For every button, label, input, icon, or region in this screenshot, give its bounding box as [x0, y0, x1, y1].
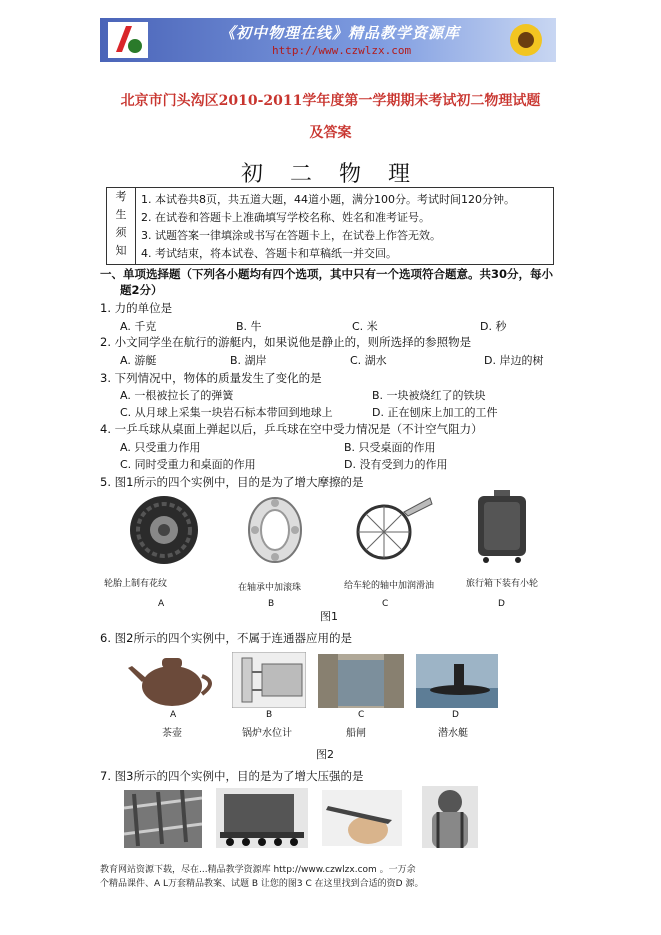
banner-title: 《初中物理在线》精品教学资源库 — [220, 24, 461, 42]
backpack-image — [422, 786, 478, 848]
option-a: A. 千克 — [120, 320, 157, 333]
sunflower-icon — [496, 20, 554, 60]
subject-heading: 初 二 物 理 — [241, 162, 420, 187]
option-c: C. 米 — [352, 320, 378, 333]
document-title: 北京市门头沟区2010-2011学年度第一学期期末考试初二物理试题 — [120, 93, 541, 109]
figure-caption: 船闸 — [346, 728, 366, 739]
figure-caption: 潜水艇 — [438, 728, 468, 739]
question-stem: 7. 图3所示的四个实例中，目的是为了增大压强的是 — [100, 769, 364, 783]
question-stem: 6. 图2所示的四个实例中，不属于连通器应用的是 — [100, 631, 352, 645]
option-d: D. 没有受到力的作用 — [344, 458, 448, 471]
figure-letter: C — [358, 710, 365, 720]
footer-text: 教育网站资源下载，尽在...精品教学资源库 http://www.czwlzx.com 。一万余 — [100, 865, 416, 875]
figure-label: 图1 — [320, 610, 338, 623]
question-stem: 3. 下列情况中，物体的质量发生了变化的是 — [100, 371, 322, 385]
figure-caption: 轮胎上制有花纹 — [104, 579, 168, 589]
logo-icon — [108, 22, 148, 58]
figure-caption: 旅行箱下装有小轮 — [466, 579, 539, 589]
tire-image — [128, 494, 200, 566]
ball-bearing-image — [246, 494, 304, 566]
figure-letter: C — [382, 599, 389, 609]
notice-item: 1. 本试卷共8页，共五道大题，44道小题，满分100分。考试时间120分钟。 — [141, 193, 515, 206]
figure-letter: B — [268, 599, 275, 609]
figure-letter: A — [158, 599, 165, 609]
option-c: C. 从月球上采集一块岩石标本带回到地球上 — [120, 406, 333, 419]
figure-caption: 锅炉水位计 — [242, 728, 292, 739]
figure-caption: 茶壶 — [162, 728, 182, 739]
option-c: C. 同时受重力和桌面的作用 — [120, 458, 256, 471]
notice-heading: 考 生 须 知 — [107, 188, 136, 264]
header-banner — [100, 18, 556, 62]
ship-lock-image — [318, 654, 404, 708]
option-d: D. 秒 — [480, 320, 507, 333]
section-heading: 一、单项选择题（下列各小题均有四个选项，其中只有一个选项符合题意。共30分，每小 — [100, 267, 553, 281]
footer-text: 个精品课件、A L万套精品教案、试题 B 让您的图3 C 在这里找到合适的资D 源。 — [100, 879, 424, 889]
figure-letter: B — [266, 710, 273, 720]
banner-url[interactable]: http://www.czwlzx.com — [272, 44, 412, 57]
option-c: C. 湖水 — [350, 354, 387, 367]
figure-caption: 在轴承中加滚珠 — [238, 583, 302, 593]
heavy-truck-image — [216, 788, 308, 848]
notice-item: 3. 试题答案一律填涂或书写在答题卡上，在试卷上作答无效。 — [141, 229, 441, 242]
option-a: A. 游艇 — [120, 354, 157, 367]
teapot-image — [126, 652, 218, 708]
figure-label: 图2 — [316, 748, 334, 761]
figure-letter: A — [170, 710, 177, 720]
exam-notice-box — [106, 187, 554, 265]
notice-item: 2. 在试卷和答题卡上准确填写学校名称、姓名和准考证号。 — [141, 211, 430, 224]
document-title-cont: 及答案 — [309, 125, 352, 141]
figure-letter: D — [498, 599, 505, 609]
suitcase-image — [474, 490, 530, 564]
question-stem: 5. 图1所示的四个实例中，目的是为了增大摩擦的是 — [100, 475, 364, 489]
question-stem: 4. 一乒乓球从桌面上弹起以后，乒乓球在空中受力情况是（不计空气阻力） — [100, 422, 483, 436]
notice-items — [141, 191, 515, 263]
option-b: B. 牛 — [236, 320, 262, 333]
option-d: D. 岸边的树 — [484, 354, 544, 367]
figure-caption: 给车轮的轴中加润滑油 — [344, 581, 435, 591]
option-d: D. 正在刨床上加工的工件 — [372, 406, 498, 419]
option-a: A. 只受重力作用 — [120, 441, 201, 454]
figure-letter: D — [452, 710, 459, 720]
section-heading-cont: 题2分） — [120, 283, 163, 297]
notice-item: 4. 考试结束，将本试卷、答题卡和草稿纸一并交回。 — [141, 247, 397, 260]
knife-cutting-image — [322, 790, 402, 846]
option-b: B. 一块被烧红了的铁块 — [372, 389, 486, 402]
option-b: B. 湖岸 — [230, 354, 267, 367]
bicycle-wheel-oiling-image — [350, 494, 434, 560]
boiler-gauge-image — [232, 652, 306, 708]
option-b: B. 只受桌面的作用 — [344, 441, 436, 454]
submarine-image — [416, 654, 498, 708]
question-stem: 2. 小文同学坐在航行的游艇内，如果说他是静止的，则所选择的参照物是 — [100, 335, 472, 349]
option-a: A. 一根被拉长了的弹簧 — [120, 389, 234, 402]
question-stem: 1. 力的单位是 — [100, 301, 173, 315]
railway-track-image — [124, 790, 202, 848]
